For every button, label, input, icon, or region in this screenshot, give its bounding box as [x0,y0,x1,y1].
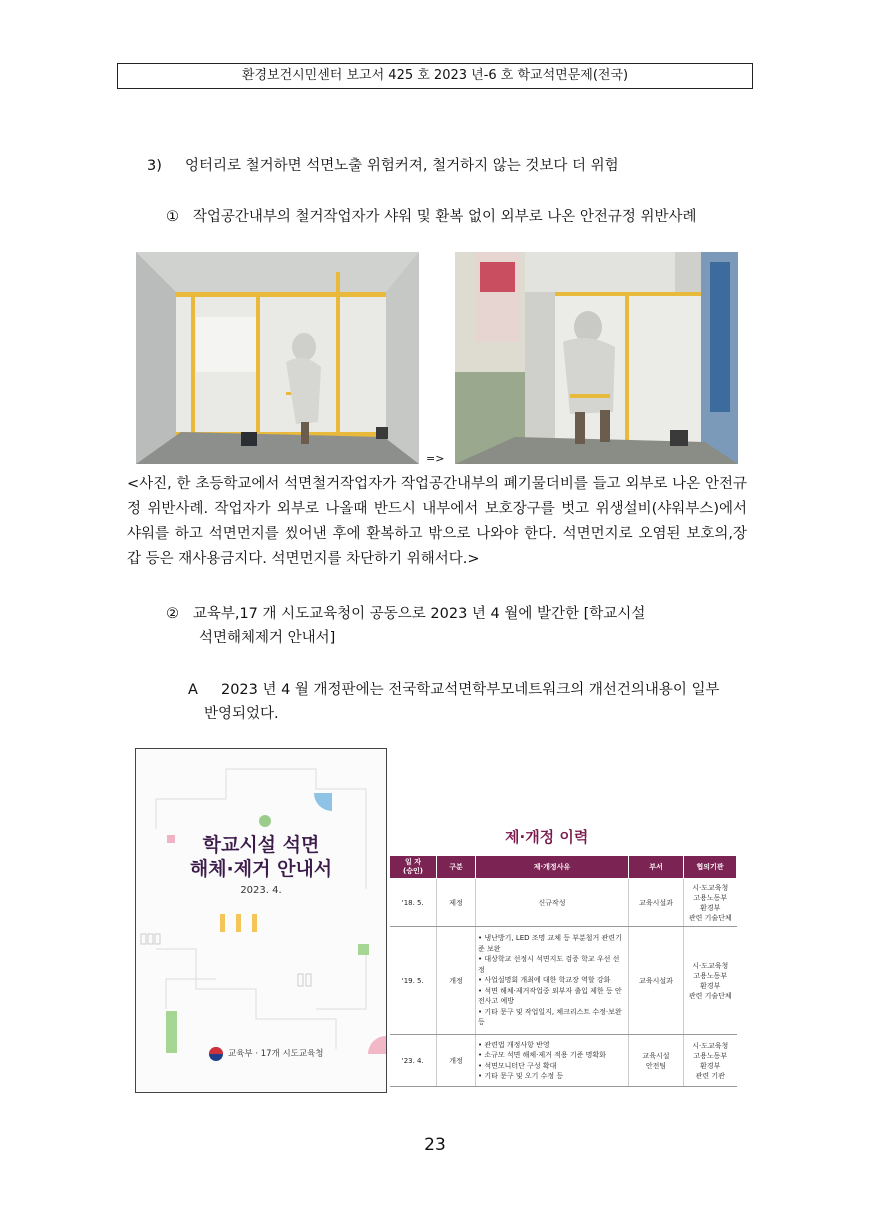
org-item: 고용노동부 [693,1051,728,1060]
org-item: 관련 기관 [695,1071,725,1080]
reason-item: • 대상학교 선정시 석면지도 검증 학교 우선 선정 [478,955,620,974]
revision-history-title: 제·개정 이력 [505,828,589,846]
org-item: 시·도교육청 [692,961,729,970]
photo-caption: <사진, 한 초등학교에서 석면철거작업자가 작업공간내부의 폐기물더비를 들고 외부로 나온 안전규정 위반사례. 작업자가 외부로 나올때 반드시 내부에서 보호장구를 벗고 위생설비(샤워부스)에서 샤워를 하고 석면먼지를 씼어낸 후에 환복하고 밖으로 나와야 한다. 석면먼지로 오염된 보호의,장갑 등은 재사용금지다. 석면먼지를 차단하기 위해서다.> [127,476,747,567]
reason-cell: 신규작성 [476,879,629,927]
dept-cell: 교육시설 안전팀 [629,1035,684,1087]
org-item: 환경부 [700,903,721,912]
item-marker: ① [166,209,179,225]
section-3-heading [147,156,619,176]
reason-item: • 석면모니터단 구성 확대 [478,1061,557,1070]
type-cell: 개정 [437,927,476,1035]
revision-history-table [389,855,737,1087]
report-header: 환경보건시민센터 보고서 425 호 2023 년-6 호 학교석면문제(전국) [117,63,753,89]
item-marker: ② [166,606,179,622]
org-item: 시·도교육청 [692,1041,729,1050]
cover-date: 2023. 4. [240,885,282,896]
item-a [188,680,720,700]
reason-item: • 기타 문구 및 오기 수정 등 [478,1072,564,1080]
item-1 [166,207,697,227]
reason-cell [476,1035,629,1087]
org-item: 환경부 [700,981,721,990]
org-item: 시·도교육청 [692,883,729,892]
item-a-continued: 반영되었다. [204,706,279,722]
reason-item: • 관련법 개정사항 반영 [478,1040,550,1049]
org-item: 고용노동부 [693,971,728,980]
page-number: 23 [424,1135,446,1155]
table-row [390,927,737,1035]
dept-cell: 교육시설과 [629,927,684,1035]
reason-cell [476,927,629,1035]
org-item: 고용노동부 [693,893,728,902]
reason-item: • 사업설명회 개최에 대한 학교장 역할 강화 [478,976,611,985]
item-text: 작업공간내부의 철거작업자가 샤워 및 환복 없이 외부로 나온 안전규정 위반사례 [192,209,697,225]
cover-title-line-2: 해체·제거 안내서 [189,858,333,880]
column-header: 구분 [437,856,476,879]
item-text: 교육부,17 개 시도교육청이 공동으로 2023 년 4 월에 발간한 [학교시설 [192,606,646,622]
section-number: 3) [147,158,162,174]
orgs-cell [684,1035,737,1087]
orgs-cell [684,927,737,1035]
date-cell: '18. 5. [390,879,437,927]
violation-photo-1 [136,252,419,464]
org-item: 환경부 [700,1061,721,1070]
table-header-row [390,856,737,879]
reason-item: • 소규모 석면 해체·제거 적용 기준 명확화 [478,1051,606,1059]
reason-item: • 기타 문구 및 작업일지, 체크리스트 수정·보완 등 [478,1007,622,1027]
table-row [390,879,737,927]
item-2 [166,604,645,624]
dept-cell: 교육시설과 [629,879,684,927]
org-item: 관련 기술단체 [688,913,732,922]
cover-publisher: 교육부 · 17개 시도교육청 [228,1049,324,1059]
cover-title [136,833,386,881]
column-header: 협의기관 [684,856,737,879]
guide-booklet-cover [135,748,387,1093]
column-header: 부서 [629,856,684,879]
item-2-continued: 석면해체제거 안내서] [199,630,336,646]
item-text: 2023 년 4 월 개정판에는 전국학교석면학부모네트워크의 개선건의내용이 일부 [220,682,720,698]
cover-decoration [136,749,387,1093]
orgs-cell [684,879,737,927]
violation-photo-2 [455,252,738,464]
item-marker: A [188,682,198,698]
date-cell: '19. 5. [390,927,437,1035]
org-item: 관련 기술단체 [688,991,732,1000]
reason-item: • 석면 해체·제거작업중 외부자 출입 제한 등 안전사고 예방 [478,986,622,1006]
section-text: 엉터리로 철거하면 석면노출 위험커져, 철거하지 않는 것보다 더 위험 [184,158,619,174]
column-header: 제·개정사유 [476,856,629,879]
type-cell: 제정 [437,879,476,927]
table-row [390,1035,737,1087]
cover-title-line-1: 학교시설 석면 [202,834,320,856]
column-header: 일 자 (승인) [390,856,437,879]
date-cell: '23. 4. [390,1035,437,1087]
photo-arrow: => [426,452,445,465]
reason-item: • 냉난방기, LED 조명 교체 등 부분철거 관련기준 보완 [478,934,622,953]
type-cell: 개정 [437,1035,476,1087]
